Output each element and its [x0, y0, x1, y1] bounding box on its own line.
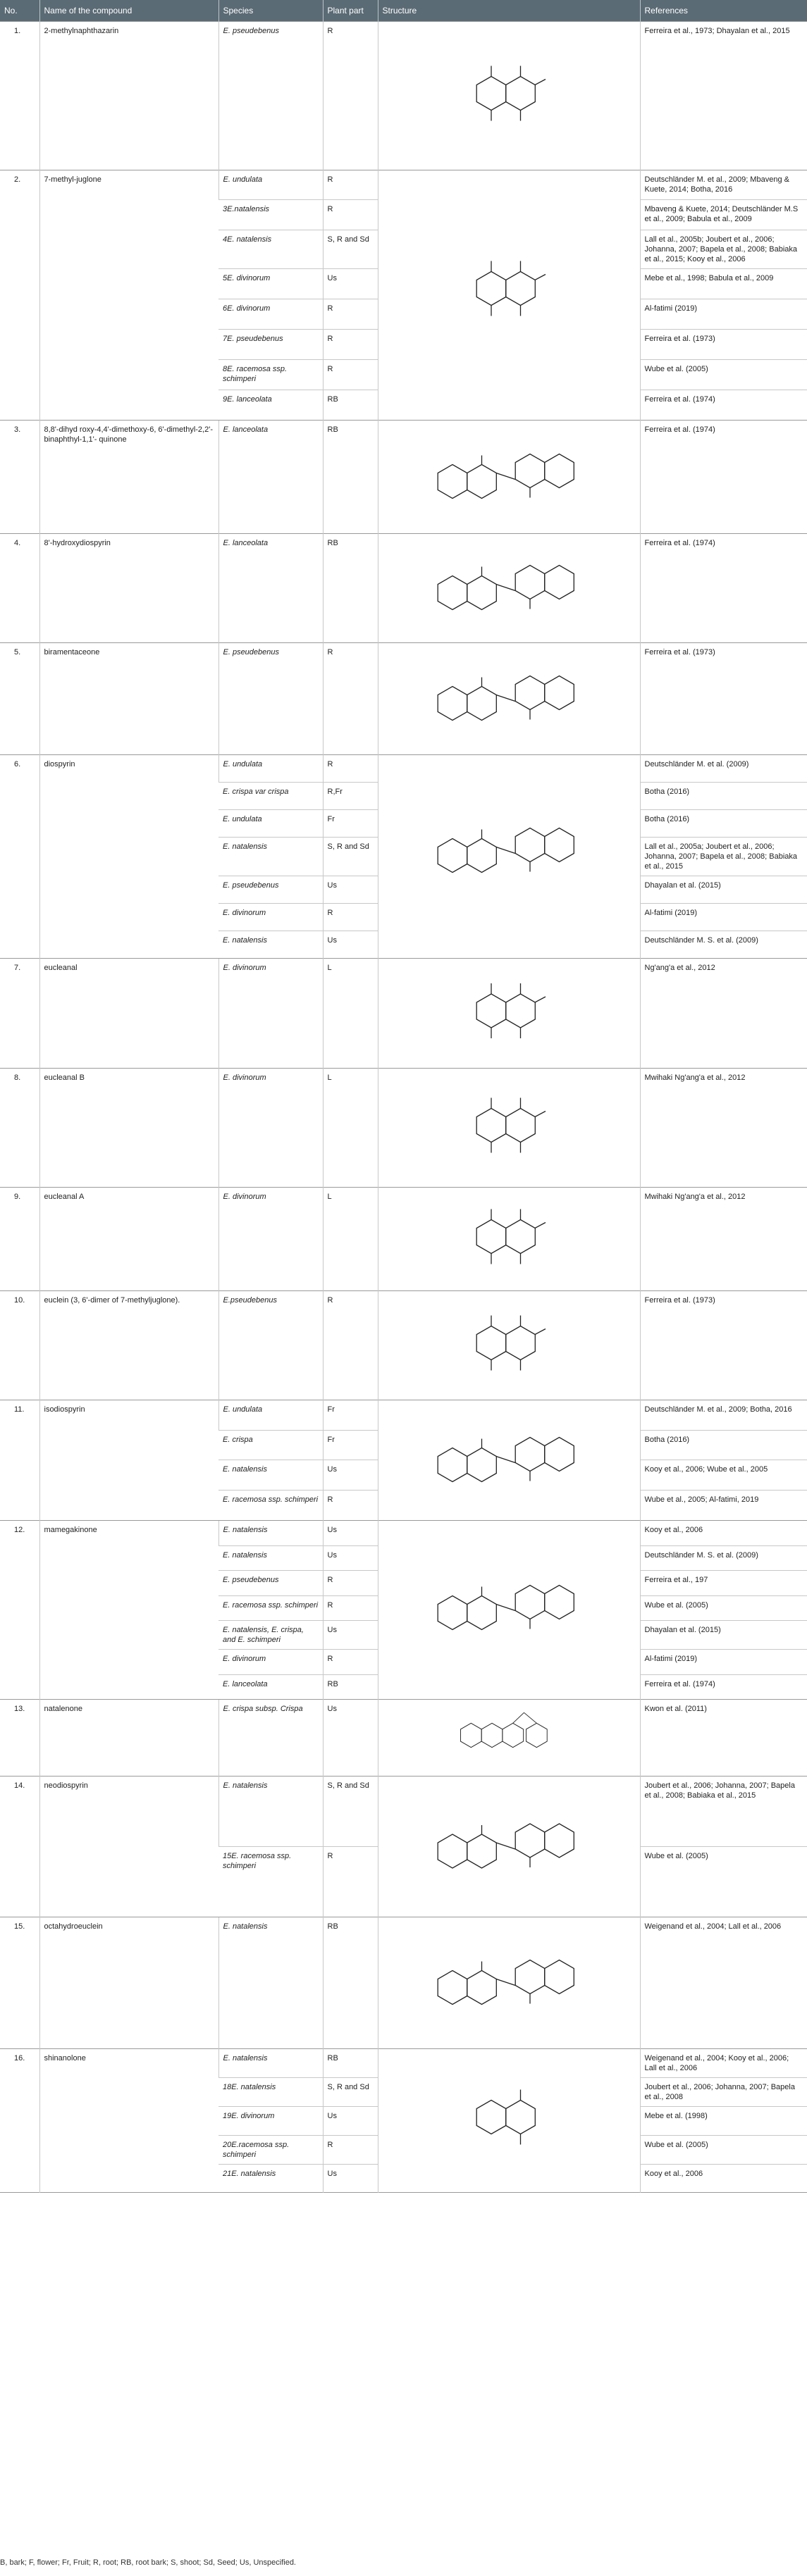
- table-row: [0, 1400, 807, 1430]
- plant-part-cell: Us: [323, 2164, 378, 2192]
- binaphthyl-structure-icon: [424, 646, 593, 747]
- reference-cell: Ferreira et al., 197: [640, 1571, 807, 1596]
- binaphthyl-structure-icon: [424, 423, 593, 525]
- table-row: [0, 1917, 807, 2049]
- compound-name: 7-methyl-juglone: [39, 170, 218, 420]
- species-cell: E. crispa var crispa: [218, 782, 323, 809]
- reference-cell: Deutschländer M. S. et al. (2009): [640, 1545, 807, 1571]
- plant-part-cell: R: [323, 1290, 378, 1400]
- species-cell: 15E. racemosa ssp. schimperi: [218, 1847, 323, 1917]
- structure-cell: [378, 21, 640, 170]
- binaphthyl-structure-icon: [424, 1524, 593, 1688]
- reference-cell: Botha (2016): [640, 782, 807, 809]
- table-row: [0, 1777, 807, 1847]
- structure-cell: [378, 754, 640, 958]
- compound-number: 15.: [0, 1917, 39, 2049]
- plant-part-cell: Us: [323, 1545, 378, 1571]
- table-row: [0, 2049, 807, 2078]
- species-cell: E. lanceolata: [218, 1674, 323, 1700]
- binaphthyl-structure-icon: [424, 758, 593, 939]
- table-end-rule: [0, 2192, 807, 2193]
- species-cell: E. undulata: [218, 1400, 323, 1430]
- structure-cell: [378, 170, 640, 420]
- species-cell: 20E.racemosa ssp. schimperi: [218, 2135, 323, 2164]
- compound-name: 8,8'-dihyd roxy-4,4'-dimethoxy-6, 6'-dimethyl-2,2'- binaphthyl-1,1'- quinone: [39, 420, 218, 533]
- reference-cell: Al-fatimi (2019): [640, 1650, 807, 1675]
- binaphthyl-structure-icon: [424, 1403, 593, 1512]
- reference-cell: Wube et al., 2005; Al-fatimi, 2019: [640, 1491, 807, 1521]
- species-cell: 4E. natalensis: [218, 230, 323, 269]
- plant-part-cell: S, R and Sd: [323, 230, 378, 269]
- binaphthyl-structure-icon: [424, 537, 593, 635]
- tetralone-structure-icon: [424, 2052, 593, 2182]
- header-no: No.: [4, 5, 18, 15]
- plant-part-cell: R: [323, 1571, 378, 1596]
- reference-cell: Deutschländer M. S. et al. (2009): [640, 931, 807, 958]
- reference-cell: Wube et al. (2005): [640, 359, 807, 390]
- structure-cell: [378, 1400, 640, 1520]
- plant-part-cell: R: [323, 642, 378, 754]
- header-plant-part: Plant part: [323, 0, 378, 21]
- plant-part-cell: RB: [323, 2049, 378, 2078]
- species-cell: 18E. natalensis: [218, 2078, 323, 2107]
- structure-cell: [378, 2049, 640, 2192]
- reference-cell: Ferreira et al. (1974): [640, 420, 807, 533]
- species-cell: 7E. pseudebenus: [218, 330, 323, 360]
- species-cell: E. divinorum: [218, 1068, 323, 1187]
- species-cell: E. pseudebenus: [218, 876, 323, 903]
- compound-name: neodiospyrin: [39, 1777, 218, 1917]
- structure-cell: [378, 1700, 640, 1777]
- plant-part-cell: L: [323, 1068, 378, 1187]
- species-cell: 8E. racemosa ssp. schimperi: [218, 359, 323, 390]
- reference-cell: Deutschländer M. et al., 2009; Mbaveng & Kuete, 2014; Botha, 2016: [640, 170, 807, 200]
- reference-cell: Ferreira et al. (1974): [640, 1674, 807, 1700]
- structure-cell: [378, 1520, 640, 1700]
- compound-name: natalenone: [39, 1700, 218, 1777]
- plant-part-cell: R: [323, 754, 378, 782]
- table-body: [0, 21, 807, 2193]
- reference-cell: Kooy et al., 2006: [640, 1520, 807, 1545]
- reference-cell: Ferreira et al. (1973): [640, 330, 807, 360]
- reference-cell: Kwon et al. (2011): [640, 1700, 807, 1777]
- compound-number: 13.: [0, 1700, 39, 1777]
- table-header-row: [0, 0, 807, 21]
- reference-cell: Lall et al., 2005a; Joubert et al., 2006; Johanna, 2007; Bapela et al., 2008; Babiaka et al., 2015: [640, 837, 807, 876]
- reference-cell: Mwihaki Ng'ang'a et al., 2012: [640, 1187, 807, 1290]
- species-cell: E. natalensis, E. crispa, and E. schimperi: [218, 1621, 323, 1650]
- reference-cell: Al-fatimi (2019): [640, 903, 807, 931]
- species-cell: E. natalensis: [218, 1460, 323, 1491]
- naphthaldehyde-structure-icon: [424, 1190, 593, 1283]
- reference-cell: Mwihaki Ng'ang'a et al., 2012: [640, 1068, 807, 1187]
- structure-cell: [378, 1187, 640, 1290]
- compound-number: 5.: [0, 642, 39, 754]
- reference-cell: Ferreira et al. (1974): [640, 390, 807, 420]
- naphthoquinone-structure-icon: [424, 25, 593, 162]
- species-cell: E. lanceolata: [218, 420, 323, 533]
- compound-name: isodiospyrin: [39, 1400, 218, 1520]
- plant-part-cell: S, R and Sd: [323, 837, 378, 876]
- species-cell: E. lanceolata: [218, 533, 323, 642]
- header-species: Species: [218, 0, 323, 21]
- plant-part-cell: Us: [323, 269, 378, 299]
- species-cell: 19E. divinorum: [218, 2107, 323, 2135]
- reference-cell: Lall et al., 2005b; Joubert et al., 2006; Johanna, 2007; Bapela et al., 2008; Babiaka et al., 2015; Kooy et al., 2006: [640, 230, 807, 269]
- reference-cell: Wube et al. (2005): [640, 1847, 807, 1917]
- structure-cell: [378, 1777, 640, 1917]
- compound-name: octahydroeuclein: [39, 1917, 218, 2049]
- plant-part-cell: Fr: [323, 1400, 378, 1430]
- structure-cell: [378, 1917, 640, 2049]
- reference-cell: Ferreira et al. (1973): [640, 642, 807, 754]
- species-cell: E. undulata: [218, 170, 323, 200]
- reference-cell: Botha (2016): [640, 1430, 807, 1460]
- reference-cell: Mebe et al., 1998; Babula et al., 2009: [640, 269, 807, 299]
- reference-cell: Weigenand et al., 2004; Kooy et al., 2006; Lall et al., 2006: [640, 2049, 807, 2078]
- species-cell: E. natalensis: [218, 1545, 323, 1571]
- species-cell: 3E.natalensis: [218, 200, 323, 230]
- reference-cell: Deutschländer M. et al., 2009; Botha, 2016: [640, 1400, 807, 1430]
- compound-name: euclein (3, 6'-dimer of 7-methyljuglone).: [39, 1290, 218, 1400]
- reference-cell: Deutschländer M. et al. (2009): [640, 754, 807, 782]
- table-row: [0, 420, 807, 533]
- reference-cell: Weigenand et al., 2004; Lall et al., 2006: [640, 1917, 807, 2049]
- species-cell: E. natalensis: [218, 2049, 323, 2078]
- structure-cell: [378, 1290, 640, 1400]
- table-row: [0, 1068, 807, 1187]
- reference-cell: Al-fatimi (2019): [640, 299, 807, 330]
- table-row: [0, 1290, 807, 1400]
- compound-number: 11.: [0, 1400, 39, 1520]
- structure-cell: [378, 1068, 640, 1187]
- naphthoquinone-structure-icon: [424, 173, 593, 404]
- reference-cell: Joubert et al., 2006; Johanna, 2007; Bapela et al., 2008: [640, 2078, 807, 2107]
- reference-cell: Wube et al. (2005): [640, 2135, 807, 2164]
- compound-number: 1.: [0, 21, 39, 170]
- reference-cell: Dhayalan et al. (2015): [640, 1621, 807, 1650]
- species-cell: 6E. divinorum: [218, 299, 323, 330]
- compound-number: 16.: [0, 2049, 39, 2192]
- species-cell: E. pseudebenus: [218, 642, 323, 754]
- plant-part-cell: L: [323, 958, 378, 1068]
- table-footnote: B, bark; F, flower; Fr, Fruit; R, root; RB, root bark; S, shoot; Sd, Seed; Us, Unspecified.: [0, 2558, 296, 2567]
- species-cell: E. natalensis: [218, 1777, 323, 1847]
- naphthaldehyde-structure-icon: [424, 1071, 593, 1179]
- table-row: [0, 21, 807, 170]
- compound-number: 3.: [0, 420, 39, 533]
- compound-number: 10.: [0, 1290, 39, 1400]
- reference-cell: Ferreira et al., 1973; Dhayalan et al., 2015: [640, 21, 807, 170]
- table-row: [0, 170, 807, 200]
- compound-name: shinanolone: [39, 2049, 218, 2192]
- species-cell: E. racemosa ssp. schimperi: [218, 1595, 323, 1621]
- species-cell: 21E. natalensis: [218, 2164, 323, 2192]
- table-row: [0, 1700, 807, 1777]
- species-cell: E. natalensis: [218, 837, 323, 876]
- plant-part-cell: RB: [323, 533, 378, 642]
- plant-part-cell: S, R and Sd: [323, 1777, 378, 1847]
- plant-part-cell: Us: [323, 1520, 378, 1545]
- reference-cell: Ng'ang'a et al., 2012: [640, 958, 807, 1068]
- reference-cell: Kooy et al., 2006: [640, 2164, 807, 2192]
- species-cell: 9E. lanceolata: [218, 390, 323, 420]
- compound-name: 8'-hydroxydiospyrin: [39, 533, 218, 642]
- plant-part-cell: R: [323, 1491, 378, 1521]
- header-name: Name of the compound: [39, 0, 218, 21]
- plant-part-cell: Us: [323, 1460, 378, 1491]
- plant-part-cell: R: [323, 170, 378, 200]
- plant-part-cell: Us: [323, 931, 378, 958]
- species-cell: E. divinorum: [218, 1650, 323, 1675]
- species-cell: E. crispa subsp. Crispa: [218, 1700, 323, 1777]
- table-row: [0, 754, 807, 782]
- plant-part-cell: R: [323, 1650, 378, 1675]
- compound-name: 2-methylnaphthazarin: [39, 21, 218, 170]
- structure-cell: [378, 642, 640, 754]
- species-cell: E. crispa: [218, 1430, 323, 1460]
- plant-part-cell: R: [323, 2135, 378, 2164]
- plant-part-cell: R: [323, 359, 378, 390]
- species-cell: E. natalensis: [218, 1520, 323, 1545]
- compound-number: 14.: [0, 1777, 39, 1917]
- plant-part-cell: Us: [323, 2107, 378, 2135]
- plant-part-cell: R: [323, 1595, 378, 1621]
- table-row: [0, 1520, 807, 1545]
- plant-part-cell: RB: [323, 1674, 378, 1700]
- compound-name: eucleanal A: [39, 1187, 218, 1290]
- plant-part-cell: Us: [323, 1621, 378, 1650]
- species-cell: 5E. divinorum: [218, 269, 323, 299]
- plant-part-cell: R,Fr: [323, 782, 378, 809]
- table-row: [0, 642, 807, 754]
- plant-part-cell: S, R and Sd: [323, 2078, 378, 2107]
- compound-number: 6.: [0, 754, 39, 958]
- structure-cell: [378, 420, 640, 533]
- reference-cell: Dhayalan et al. (2015): [640, 876, 807, 903]
- compound-number: 8.: [0, 1068, 39, 1187]
- reference-cell: Ferreira et al. (1974): [640, 533, 807, 642]
- compound-number: 2.: [0, 170, 39, 420]
- plant-part-cell: R: [323, 330, 378, 360]
- plant-part-cell: RB: [323, 390, 378, 420]
- compound-name: eucleanal: [39, 958, 218, 1068]
- reference-cell: Ferreira et al. (1973): [640, 1290, 807, 1400]
- species-cell: E. divinorum: [218, 903, 323, 931]
- plant-part-cell: R: [323, 903, 378, 931]
- structure-cell: [378, 533, 640, 642]
- table-row: [0, 1187, 807, 1290]
- reference-cell: Mbaveng & Kuete, 2014; Deutschländer M.S et al., 2009; Babula et al., 2009: [640, 200, 807, 230]
- species-cell: E. natalensis: [218, 1917, 323, 2049]
- compound-number: 4.: [0, 533, 39, 642]
- compound-number: 9.: [0, 1187, 39, 1290]
- reference-cell: Kooy et al., 2006; Wube et al., 2005: [640, 1460, 807, 1491]
- species-cell: E. pseudebenus: [218, 1571, 323, 1596]
- species-cell: E. racemosa ssp. schimperi: [218, 1491, 323, 1521]
- naphthoquinone-structure-icon: [424, 1294, 593, 1392]
- reference-cell: Mebe et al. (1998): [640, 2107, 807, 2135]
- plant-part-cell: R: [323, 21, 378, 170]
- bridged-structure-icon: [424, 1703, 593, 1768]
- plant-part-cell: R: [323, 200, 378, 230]
- reference-cell: Wube et al. (2005): [640, 1595, 807, 1621]
- plant-part-cell: Fr: [323, 1430, 378, 1460]
- plant-part-cell: RB: [323, 1917, 378, 2049]
- species-cell: E. natalensis: [218, 931, 323, 958]
- species-cell: E. undulata: [218, 754, 323, 782]
- compound-name: biramentaceone: [39, 642, 218, 754]
- species-cell: E. undulata: [218, 809, 323, 837]
- structure-cell: [378, 958, 640, 1068]
- table-row: [0, 533, 807, 642]
- reference-cell: Joubert et al., 2006; Johanna, 2007; Bapela et al., 2008; Babiaka et al., 2015: [640, 1777, 807, 1847]
- species-cell: E. divinorum: [218, 1187, 323, 1290]
- plant-part-cell: Fr: [323, 809, 378, 837]
- species-cell: E. pseudebenus: [218, 21, 323, 170]
- plant-part-cell: Us: [323, 1700, 378, 1777]
- plant-part-cell: RB: [323, 420, 378, 533]
- compound-name: mamegakinone: [39, 1520, 218, 1700]
- binaphthyl-structure-icon: [424, 1920, 593, 2041]
- header-structure: Structure: [378, 0, 640, 21]
- plant-part-cell: L: [323, 1187, 378, 1290]
- plant-part-cell: R: [323, 299, 378, 330]
- compound-name: diospyrin: [39, 754, 218, 958]
- plant-part-cell: Us: [323, 876, 378, 903]
- binaphthyl-structure-icon: [424, 1779, 593, 1909]
- plant-part-cell: R: [323, 1847, 378, 1917]
- reference-cell: Botha (2016): [640, 809, 807, 837]
- compound-number: 12.: [0, 1520, 39, 1700]
- compound-name: eucleanal B: [39, 1068, 218, 1187]
- compound-number: 7.: [0, 958, 39, 1068]
- header-references: References: [640, 0, 807, 21]
- species-cell: E. divinorum: [218, 958, 323, 1068]
- naphthaldehyde-structure-icon: [424, 962, 593, 1060]
- species-cell: E.pseudebenus: [218, 1290, 323, 1400]
- table-row: [0, 958, 807, 1068]
